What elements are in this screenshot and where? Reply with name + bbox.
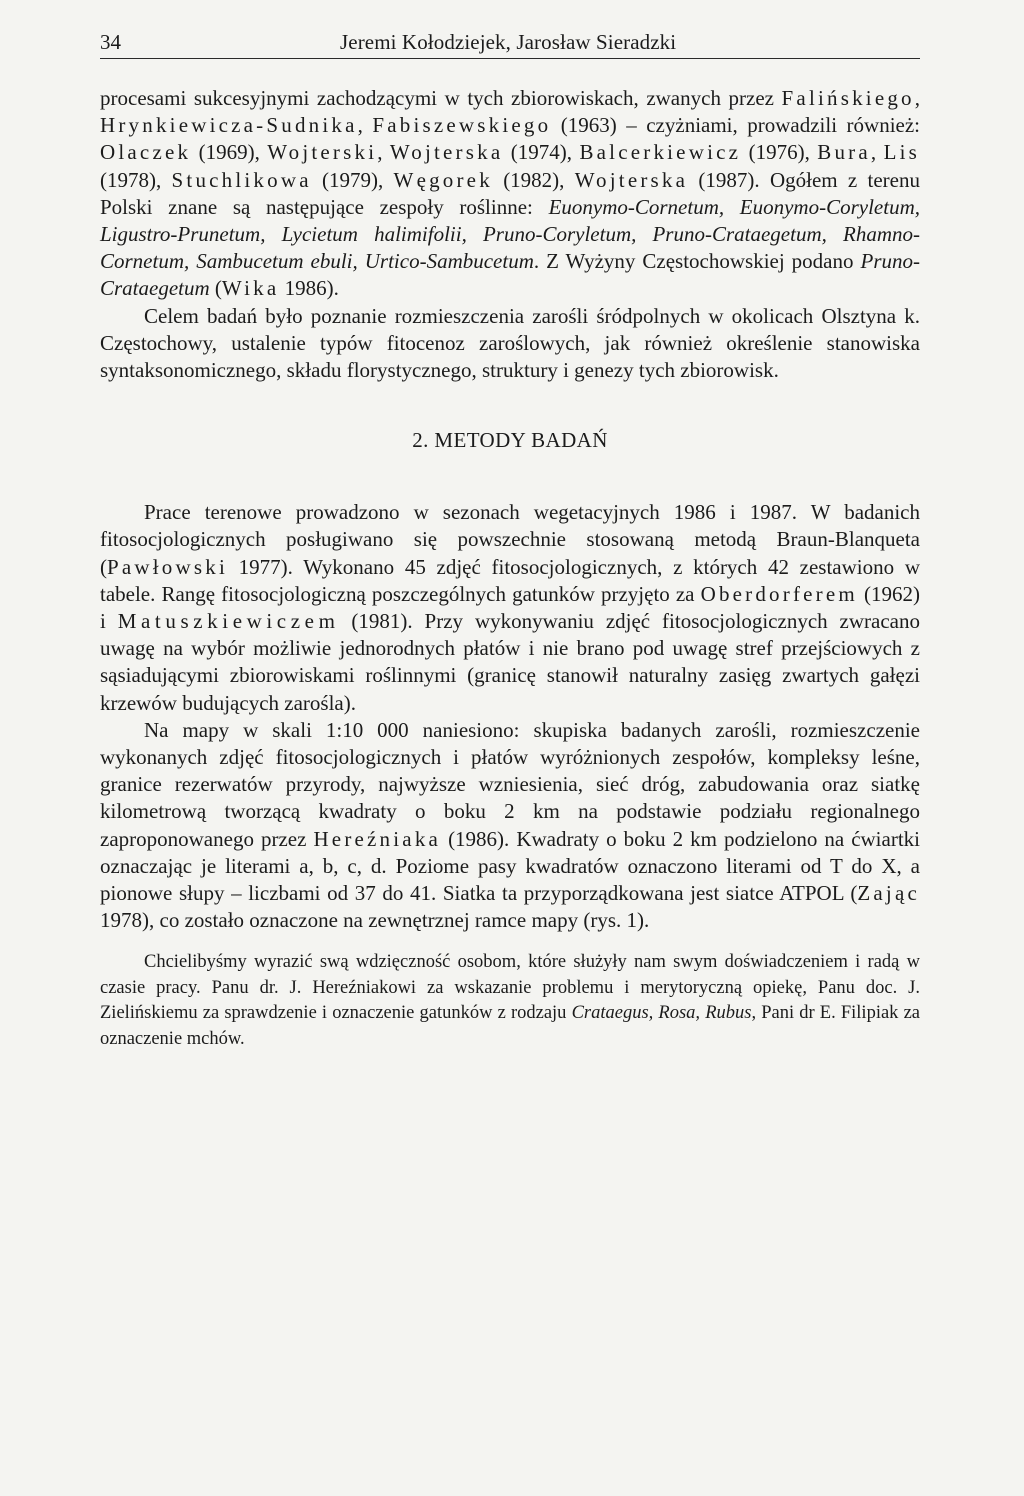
- paragraph-methods: Prace terenowe prowadzono w sezonach wegetacyjnych 1986 i 1987. W badanich fitosocjologicznych posługiwano się powszechnie stosowaną metodą Braun-Blanqueta (Pawłowski 1977). Wykonano 45 zdjęć fitosocjologicznych, z których 42 zestawiono w tabele. Rangę fitosocjologiczną poszczególnych gatunków przyjęto za Oberdorferem (1962) i Matuszkiewiczem (1981). Przy wykonywaniu zdjęć fitosocjologicznych zwracano uwagę na wybór możliwie jednorodnych płatów i nie brano pod uwagę stref przejściowych z sąsiadującymi zbiorowiskami roślinnymi (granicę stanowił naturalny zasięg zwartych gałęzi krzewów budujących zarośla).: [100, 500, 920, 715]
- author-name: Zając: [857, 881, 920, 906]
- page-number: 34: [100, 30, 121, 54]
- body-text: [100, 85, 920, 934]
- author-name: Bura: [817, 140, 871, 165]
- author-name: Oberdorferem: [700, 581, 858, 606]
- author-name: Hrynkiewicza-Sudnika: [100, 113, 358, 138]
- paragraph-maps: Na mapy w skali 1:10 000 naniesiono: skupiska badanych zarośli, rozmieszczenie wykonanych zdjęć fitosocjologicznych i płatów wyróżnionych zespołów, kompleksy leśne, granice rezerwatów przyrody, najwyższe wzniesienia, sieć dróg, zabudowania oraz siatkę kilometrową tworzącą kwadraty o boku 2 km na podstawie podziału regionalnego zaproponowanego przez Hereźniaka (1986). Kwadraty o boku 2 km podzielono na ćwiartki oznaczając je literami a, b, c, d. Poziome pasy kwadratów oznaczono literami od T do X, a pionowe słupy – liczbami od 37 do 41. Siatka ta przyporządkowana jest siatce ATPOL (Zając 1978), co zostało oznaczone na zewnętrznej ramce mapy (rys. 1).: [100, 717, 920, 933]
- author-name: Stuchlikowa: [171, 167, 312, 192]
- footnote-text: Chcielibyśmy wyrazić swą wdzięczność osobom, które służyły nam swym doświadczeniem i radą w czasie pracy. Panu dr. J. Hereźniakowi za wskazanie problemu i merytoryczną opiekę, Panu doc. J. Zielińskiemu za sprawdzenie i oznaczenie gatunków z rodzaju Crataegus, Rosa, Rubus, Pani dr E. Filipiak za oznaczenie mchów.: [100, 952, 920, 1049]
- author-name: Fabiszewskiego: [372, 113, 552, 138]
- section-heading: 2. METODY BADAŃ: [412, 428, 608, 453]
- paragraph-history: procesami sukcesyjnymi zachodzącymi w tych zbiorowiskach, zwanych przez Falińskiego, Hrynkiewicza-Sudnika, Fabiszewskiego (1963) – czyżniami, prowadzili również: Olaczek (1969), Wojterski, Wojterska (1974), Balcerkiewicz (1976), Bura, Lis (1978), Stuchlikowa (1979), Węgorek (1982), Wojterska (1987). Ogółem z terenu Polski znane są następujące zespoły roślinne: Euonymo-Cornetum, Euonymo-Coryletum, Ligustro-Prunetum, Lycietum halimifolii, Pruno-Coryletum, Pruno-Crataegetum, Rhamno-Cornetum, Sambucetum ebuli, Urtico-Sambucetum. Z Wyżyny Częstochowskiej podano Pruno-Crataegetum (Wika 1986).: [100, 86, 921, 301]
- journal-page: [100, 24, 920, 1052]
- author-name: Falińskiego: [781, 86, 915, 110]
- syntaxon-name: Pruno-Crataegetum: [100, 249, 920, 301]
- paragraph-aims: Celem badań było poznanie rozmieszczenia zarośli śródpolnych w okolicach Olsztyna k. Częstochowy, ustalenie typów fitocenoz zaroślowych, jak również określenie stanowiska syntaksonomicznego, składu florystycznego, struktury i genezy tych zbiorowisk.: [100, 303, 920, 383]
- author-name: Pawłowski: [107, 554, 228, 579]
- running-title: Jeremi Kołodziejek, Jarosław Sieradzki: [340, 30, 677, 54]
- syntaxon-list: Euonymo-Cornetum, Euonymo-Coryletum, Ligustro-Prunetum, Lycietum halimifolii, Pruno-Coryletum, Pruno-Crataegetum, Rhamno-Cornetum, Sambucetum ebuli, Urtico-Sambucetum: [100, 194, 920, 274]
- author-name: Matuszkiewiczem: [117, 609, 340, 634]
- acknowledgement-footnote: [100, 950, 920, 1052]
- running-head: [100, 24, 920, 58]
- author-name: Wojterski: [267, 140, 378, 165]
- author-name: Wika: [221, 276, 280, 301]
- author-name: Olaczek: [100, 140, 192, 165]
- author-name: Balcerkiewicz: [579, 140, 742, 165]
- author-name: Hereźniaka: [313, 826, 442, 851]
- author-name: Wojterska: [574, 167, 689, 192]
- genus-names: Crataegus, Rosa, Rubus: [571, 1003, 752, 1024]
- author-name: Lis: [883, 140, 921, 165]
- author-name: Wojterska: [389, 140, 504, 165]
- header-rule: [100, 58, 920, 59]
- author-name: Węgorek: [393, 167, 493, 192]
